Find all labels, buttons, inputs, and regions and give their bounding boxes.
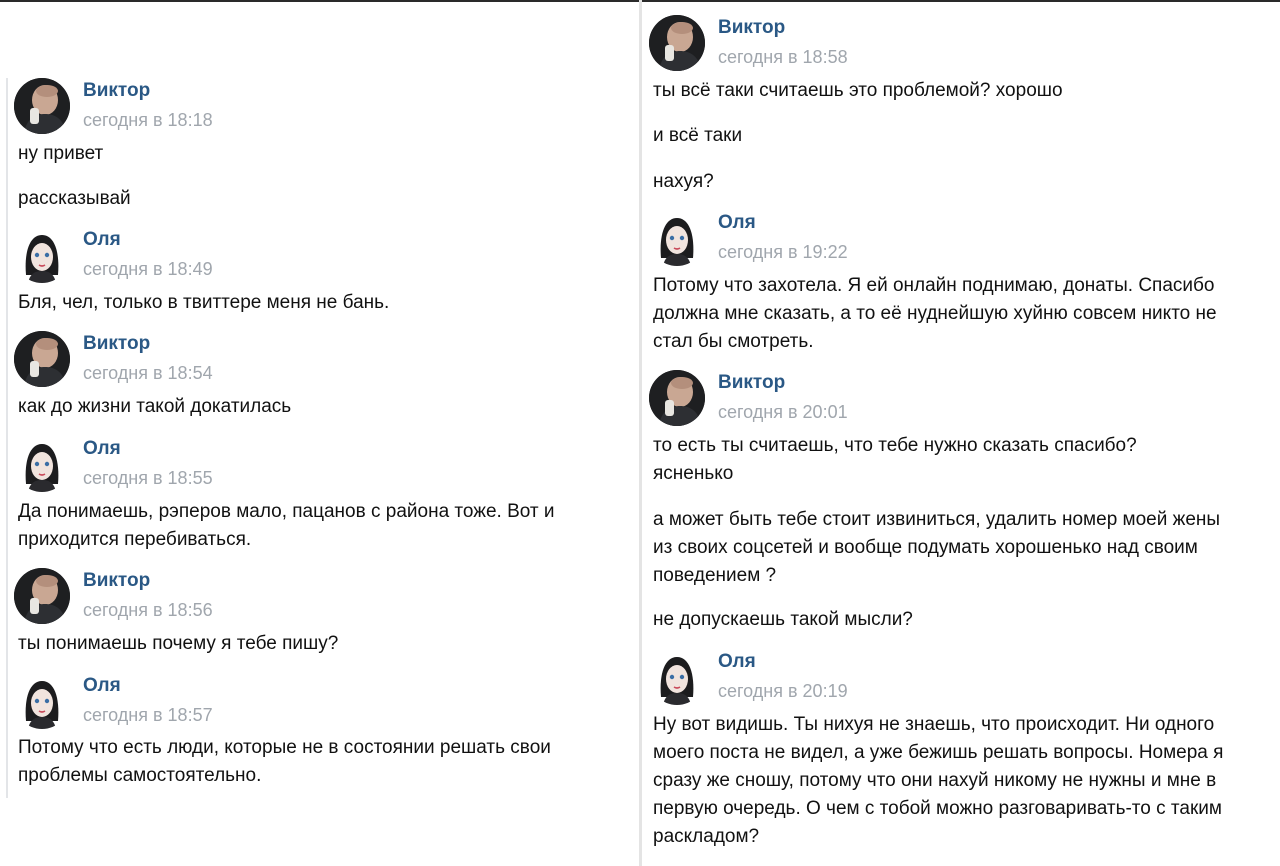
message-text: и всё таки xyxy=(653,125,743,146)
message-text: Бля, чел, только в твиттере меня не бань. xyxy=(18,292,390,313)
author-name[interactable]: Виктор xyxy=(718,372,786,393)
message-text: то есть ты считаешь, что тебе нужно сказать спасибо? ясненько xyxy=(653,435,1137,484)
message-text: нахуя? xyxy=(653,171,714,192)
viktor-avatar[interactable] xyxy=(649,370,705,426)
message-time[interactable]: сегодня в 18:56 xyxy=(83,600,213,620)
viktor-face-icon xyxy=(14,568,70,624)
olya-avatar[interactable] xyxy=(649,649,705,705)
author-name[interactable]: Оля xyxy=(718,651,756,672)
viktor-avatar[interactable] xyxy=(14,568,70,624)
olya-face-icon xyxy=(649,210,705,266)
message-time[interactable]: сегодня в 18:58 xyxy=(718,47,848,67)
message-time[interactable]: сегодня в 18:54 xyxy=(83,363,213,383)
screenshot-separator xyxy=(639,0,642,866)
author-name[interactable]: Виктор xyxy=(83,80,151,101)
message-text: Да понимаешь, рэперов мало, пацанов с района тоже. Вот и приходится перебиваться. xyxy=(18,501,555,550)
olya-avatar[interactable] xyxy=(649,210,705,266)
message-text: ну привет xyxy=(18,143,104,164)
message-time[interactable]: сегодня в 18:18 xyxy=(83,110,213,130)
message-time[interactable]: сегодня в 18:49 xyxy=(83,259,213,279)
message-text: ты всё таки считаешь это проблемой? хорошо xyxy=(653,80,1063,101)
message-time[interactable]: сегодня в 18:55 xyxy=(83,468,213,488)
author-name[interactable]: Оля xyxy=(718,212,756,233)
message-text: Ну вот видишь. Ты нихуя не знаешь, что происходит. Ни одного моего поста не видел, а уже бежишь решать вопросы. Номера я сразу же сношу, потому что они нахуй никому не нужны и мне в первую очередь. О чем с тобой можно разговаривать-то с таким раскладом? xyxy=(653,714,1224,847)
message-text: Потому что захотела. Я ей онлайн поднимаю, донаты. Спасибо должна мне сказать, а то её нуднейшую хуйню совсем никто не стал бы смотреть. xyxy=(653,275,1217,352)
message-text: ты понимаешь почему я тебе пишу? xyxy=(18,633,339,654)
message-text: не допускаешь такой мысли? xyxy=(653,609,913,630)
viktor-avatar[interactable] xyxy=(649,15,705,71)
author-name[interactable]: Виктор xyxy=(83,333,151,354)
message-text: как до жизни такой докатилась xyxy=(18,396,292,417)
olya-face-icon xyxy=(14,436,70,492)
message-time[interactable]: сегодня в 20:01 xyxy=(718,402,848,422)
viktor-avatar[interactable] xyxy=(14,78,70,134)
message-text: рассказывай xyxy=(18,188,131,209)
olya-avatar[interactable] xyxy=(14,227,70,283)
viktor-face-icon xyxy=(649,15,705,71)
olya-avatar[interactable] xyxy=(14,436,70,492)
viktor-face-icon xyxy=(649,370,705,426)
viktor-face-icon xyxy=(14,331,70,387)
author-name[interactable]: Виктор xyxy=(83,570,151,591)
author-name[interactable]: Оля xyxy=(83,438,121,459)
viktor-avatar[interactable] xyxy=(14,331,70,387)
message-time[interactable]: сегодня в 20:19 xyxy=(718,681,848,701)
message-time[interactable]: сегодня в 19:22 xyxy=(718,242,848,262)
viktor-face-icon xyxy=(14,78,70,134)
message-time[interactable]: сегодня в 18:57 xyxy=(83,705,213,725)
forwarded-quote-bar xyxy=(6,78,8,798)
olya-face-icon xyxy=(14,227,70,283)
author-name[interactable]: Виктор xyxy=(718,17,786,38)
message-text: а может быть тебе стоит извиниться, удалить номер моей жены из своих соцсетей и вообще подумать хорошенько над своим поведением ? xyxy=(653,509,1221,586)
author-name[interactable]: Оля xyxy=(83,675,121,696)
olya-avatar[interactable] xyxy=(14,673,70,729)
olya-face-icon xyxy=(649,649,705,705)
author-name[interactable]: Оля xyxy=(83,229,121,250)
olya-face-icon xyxy=(14,673,70,729)
message-text: Потому что есть люди, которые не в состоянии решать свои проблемы самостоятельно. xyxy=(18,737,551,786)
